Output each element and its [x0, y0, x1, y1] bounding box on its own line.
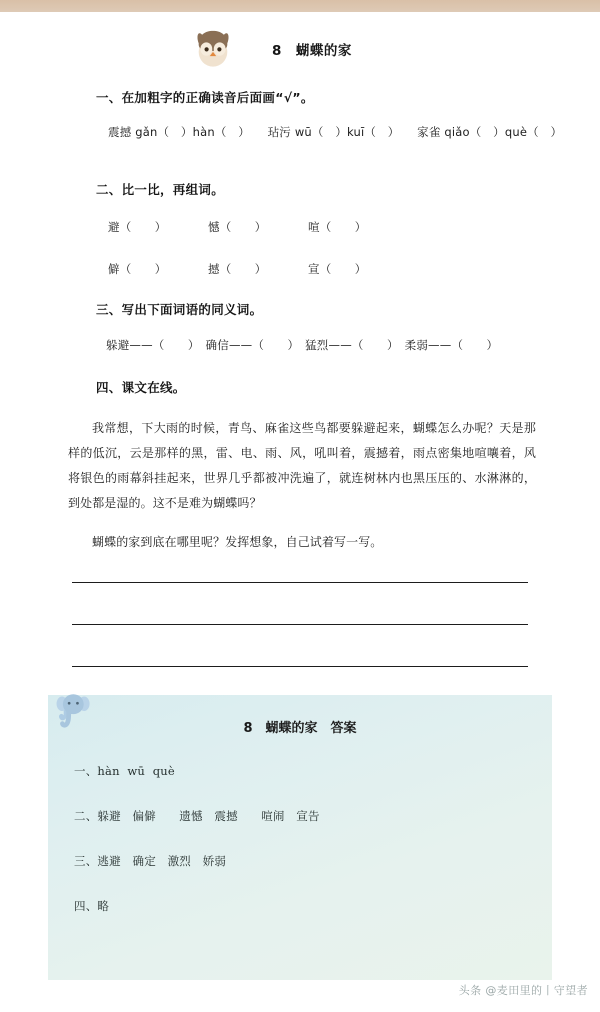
writing-line-3[interactable]: [72, 666, 528, 667]
watermark: 头条 @麦田里的丨守望者: [458, 984, 588, 997]
section-2-row-2-col-3[interactable]: 宣（ ）: [308, 262, 367, 276]
section-4-heading: 四、课文在线。: [96, 380, 186, 395]
answer-row-4-text: 略: [97, 899, 110, 913]
section-2-row-1-col-2[interactable]: 憾（ ）: [208, 220, 267, 234]
section-2-row-1-col-3[interactable]: 喧（ ）: [308, 220, 367, 234]
answer-row-2: [74, 808, 320, 824]
section-1-items[interactable]: 震撼 gǎn（ ）hàn（ ） 玷污 wū（ ）kuī（ ） 家雀 qiǎo（ ）què（ ）: [108, 125, 563, 139]
section-1-heading: 一、在加粗字的正确读音后面画“√”。: [96, 90, 314, 105]
answer-row-1: [74, 763, 175, 779]
page-title: 8 蝴蝶的家: [272, 43, 352, 59]
answer-panel: [48, 695, 552, 980]
answer-row-2-text: 躲避 偏僻 遗憾 震撼 喧闹 宣告: [97, 809, 320, 823]
answer-row-4-number: 四、: [74, 899, 98, 913]
answer-panel-title: 8 蝴蝶的家 答案: [243, 721, 357, 736]
writing-line-1[interactable]: [72, 582, 528, 583]
section-2-row-2-col-2[interactable]: 撼（ ）: [208, 262, 267, 276]
section-3-heading: 三、写出下面词语的同义词。: [96, 302, 263, 317]
top-banner: [0, 0, 600, 12]
answer-row-3-text: 逃避 确定 激烈 娇弱: [97, 854, 227, 868]
owl-icon: [192, 28, 234, 70]
section-3-items[interactable]: 躲避——（ ） 确信——（ ） 猛烈——（ ） 柔弱——（ ）: [106, 338, 499, 352]
answer-row-1-text: hàn wū què: [97, 764, 175, 778]
answer-row-2-number: 二、: [74, 809, 98, 823]
answer-row-3-number: 三、: [74, 854, 98, 868]
title-row: [0, 22, 600, 74]
writing-line-2[interactable]: [72, 624, 528, 625]
section-2-heading: 二、比一比，再组词。: [96, 182, 225, 197]
answer-row-1-number: 一、: [74, 764, 98, 778]
passage-paragraph-1: 我常想，下大雨的时候，青鸟、麻雀这些鸟都要躲避起来，蝴蝶怎么办呢？天是那样的低沉，云是那样的黑，雷、电、雨、风，吼叫着，震撼着，雨点密集地喧嚷着，风将银色的雨幕斜挂起来，世界几乎都被冲洗遍了，就连树林内也黑压压的、水淋淋的，到处都是湿的。这不是难为蝴蝶吗？: [68, 421, 536, 510]
answer-row-4: [74, 898, 109, 914]
worksheet-page: [0, 12, 600, 680]
section-2-row-2-col-1[interactable]: 僻（ ）: [108, 262, 167, 276]
passage-paragraph-2: 蝴蝶的家到底在哪里呢？发挥想象，自己试着写一写。: [92, 535, 383, 549]
section-2-row-1-col-1[interactable]: 避（ ）: [108, 220, 167, 234]
answer-row-3: [74, 853, 226, 869]
